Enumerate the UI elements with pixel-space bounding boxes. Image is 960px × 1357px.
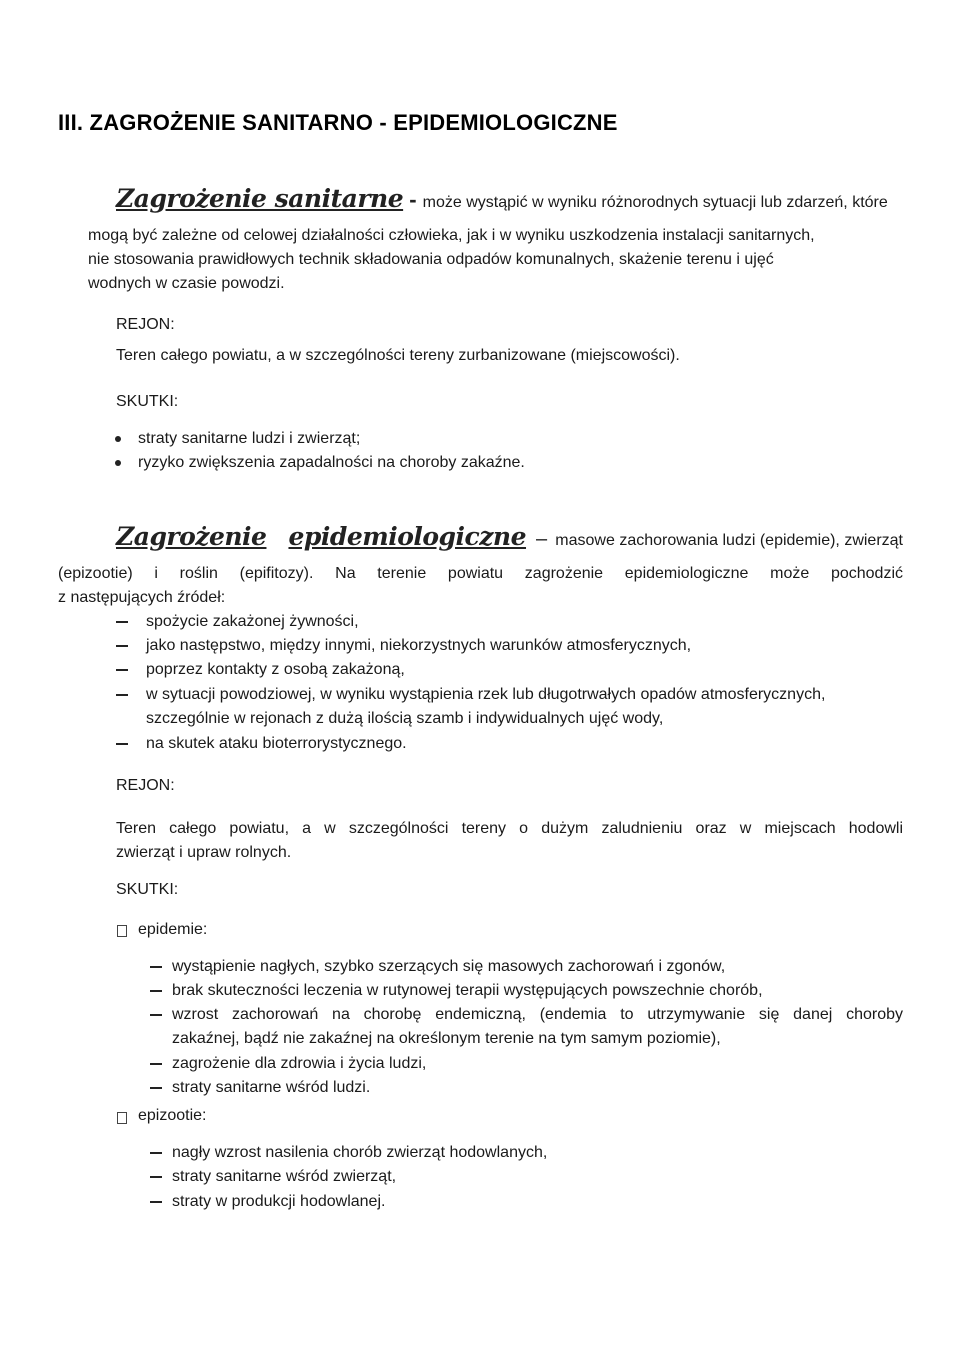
- epidemio-first-line: [116, 522, 903, 553]
- dash-icon: [116, 621, 128, 623]
- dash-icon: [150, 1152, 162, 1154]
- epidemie-item-continued: zakaźnej, bądź nie zakaźnej na określonym terenie na tym samym poziomie),: [172, 1030, 721, 1047]
- epidemio-rejon-line1-text: Teren całego powiatu, a w szczególności tereny o dużym zaludnieniu oraz w miejscach hodowli: [116, 820, 903, 837]
- epidemio-rejon-line1: [116, 817, 903, 841]
- dash-icon: [116, 645, 128, 647]
- checkbox-icon: [117, 925, 127, 937]
- source-item: poprzez kontakty z osobą zakażoną,: [146, 661, 405, 678]
- epidemie-item-text: wzrost zachorowań na chorobę endemiczną, (endemia to utrzymywanie się danej choroby: [172, 1006, 903, 1023]
- epidemio-rejon-line2: zwierząt i upraw rolnych.: [116, 844, 292, 861]
- sanitarne-first-line: [116, 184, 888, 215]
- epidemie-label: epidemie:: [138, 921, 208, 938]
- sanitarne-line3-text: nie stosowania prawidłowych technik składowania odpadów komunalnych, skażenie terenu i ujęć: [88, 251, 774, 268]
- sanitarne-skutek-item: ryzyko zwiększenia zapadalności na choroby zakaźne.: [138, 454, 525, 471]
- epizootie-item: straty w produkcji hodowlanej.: [172, 1193, 386, 1210]
- sanitarne-skutek-item: straty sanitarne ludzi i zwierząt;: [138, 430, 361, 447]
- epidemie-item: brak skuteczności leczenia w rutynowej terapii występujących powszechnie chorób,: [172, 982, 763, 999]
- epidemie-item: straty sanitarne wśród ludzi.: [172, 1079, 371, 1096]
- epizootie-item: straty sanitarne wśród zwierząt,: [172, 1168, 397, 1185]
- dash-icon: [116, 743, 128, 745]
- dash-icon: [150, 1201, 162, 1203]
- bullet-dot-icon: [115, 460, 121, 466]
- sanitarne-line4: wodnych w czasie powodzi.: [88, 275, 285, 292]
- checkbox-icon: [117, 1112, 127, 1124]
- dash-icon: [116, 694, 128, 696]
- sanitarne-title: Zagrożenie sanitarne: [116, 184, 404, 213]
- sanitarne-rejon-label: REJON:: [116, 316, 175, 333]
- dash-icon: [150, 966, 162, 968]
- dash-icon: [150, 1087, 162, 1089]
- bullet-dot-icon: [115, 436, 121, 442]
- sanitarne-line1-text: może wystąpić w wyniku różnorodnych sytuacji lub zdarzeń, które: [422, 194, 888, 211]
- source-item: na skutek ataku bioterrorystycznego.: [146, 735, 407, 752]
- epidemio-dash: –: [536, 528, 548, 550]
- epidemio-line3: z następujących źródeł:: [58, 589, 226, 606]
- epidemio-skutki-label: SKUTKI:: [116, 881, 179, 898]
- source-item: w sytuacji powodziowej, w wyniku wystąpienia rzek lub długotrwałych opadów atmosferycznych,: [146, 686, 826, 703]
- epidemio-line2-text: (epizootie) i roślin (epifitozy). Na terenie powiatu zagrożenie epidemiologiczne może pochodzić: [58, 565, 903, 582]
- epidemio-line2: [58, 562, 903, 586]
- dash-icon: [150, 990, 162, 992]
- sanitarne-line2: mogą być zależne od celowej działalności człowieka, jak i w wyniku uszkodzenia instalacji sanitarnych,: [88, 227, 815, 244]
- source-item-continued: szczególnie w rejonach z dużą ilością szamb i indywidualnych ujęć wody,: [146, 710, 664, 727]
- dash-icon: [150, 1014, 162, 1016]
- dash-icon: [150, 1176, 162, 1178]
- source-item: jako następstwo, między innymi, niekorzystnych warunków atmosferycznych,: [146, 637, 692, 654]
- epizootie-label: epizootie:: [138, 1107, 207, 1124]
- epidemio-line1-text: masowe zachorowania ludzi (epidemie), zwierząt: [555, 532, 903, 549]
- sanitarne-line3: [88, 248, 903, 272]
- sanitarne-dash: -: [403, 187, 423, 212]
- section-heading: III. ZAGROŻENIE SANITARNO - EPIDEMIOLOGICZNE: [58, 110, 618, 135]
- source-item: spożycie zakażonej żywności,: [146, 613, 359, 630]
- dash-icon: [150, 1063, 162, 1065]
- epidemie-item: zagrożenie dla zdrowia i życia ludzi,: [172, 1055, 427, 1072]
- dash-icon: [116, 669, 128, 671]
- epizootie-item: nagły wzrost nasilenia chorób zwierząt hodowlanych,: [172, 1144, 548, 1161]
- epidemie-item: [172, 1003, 903, 1027]
- sanitarne-rejon-text: Teren całego powiatu, a w szczególności tereny zurbanizowane (miejscowości).: [116, 347, 680, 364]
- sanitarne-skutki-label: SKUTKI:: [116, 393, 179, 410]
- epidemio-title-word2: epidemiologiczne: [288, 522, 527, 551]
- epidemie-item: wystąpienie nagłych, szybko szerzących się masowych zachorowań i zgonów,: [172, 958, 726, 975]
- epidemio-rejon-label: REJON:: [116, 777, 175, 794]
- epidemio-title-word1: Zagrożenie: [116, 522, 267, 551]
